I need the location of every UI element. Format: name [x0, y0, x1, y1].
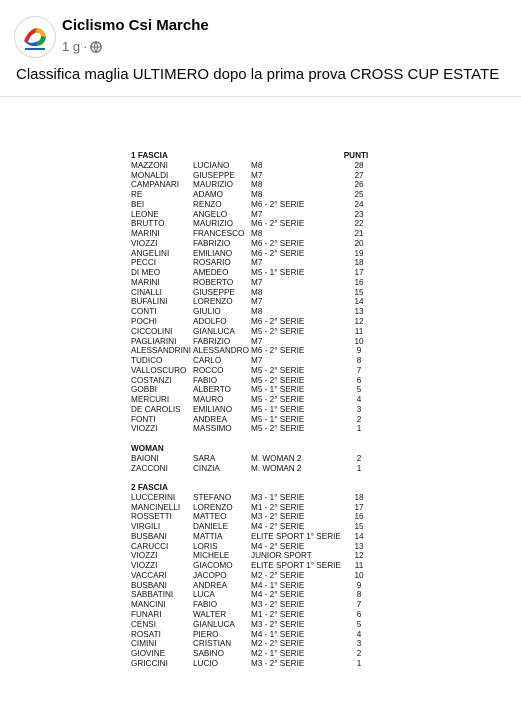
cell-category: M3 - 2° SERIE — [251, 619, 305, 629]
cell-category: M3 - 1° SERIE — [251, 492, 305, 502]
cell-points: 4 — [356, 629, 362, 639]
cell-points: 21 — [354, 229, 364, 239]
cell-category: M8 — [251, 190, 263, 200]
cell-points: 16 — [354, 512, 364, 522]
cell-first-name: LORENZO — [193, 502, 233, 512]
cell-first-name: FABRIZIO — [193, 336, 231, 346]
cell-category: M8 — [251, 180, 263, 190]
cell-points: 3 — [356, 404, 362, 414]
cell-category: M2 - 2° SERIE — [251, 570, 305, 580]
cell-points: 1 — [356, 463, 362, 473]
cell-surname: LUCCERINI — [131, 492, 176, 502]
cell-category: M7 — [251, 336, 263, 346]
cell-first-name: ROCCO — [193, 365, 224, 375]
section-title: 2 FASCIA — [131, 483, 168, 493]
cell-surname: VIOZZI — [131, 561, 158, 571]
cell-category: M5 - 1° SERIE — [251, 404, 305, 414]
cell-surname: ZACCONI — [131, 463, 168, 473]
cell-category: M5 - 2° SERIE — [251, 424, 305, 434]
cell-category: M8 — [251, 229, 263, 239]
post-caption: Classifica maglia ULTIMERO dopo la prima prova CROSS CUP ESTATE — [16, 66, 500, 83]
cell-first-name: MATTIA — [193, 531, 223, 541]
cell-surname: MANCINELLI — [131, 502, 181, 512]
cell-category: M6 - 2° SERIE — [251, 219, 305, 229]
cell-points: 18 — [354, 492, 364, 502]
cell-category: M7 — [251, 356, 263, 366]
cell-first-name: FRANCESCO — [193, 229, 245, 239]
cell-points: 26 — [354, 180, 364, 190]
cell-first-name: LORENZO — [193, 297, 233, 307]
cell-first-name: ROSARIO — [193, 258, 231, 268]
cell-category: M4 - 1° SERIE — [251, 580, 305, 590]
page-avatar[interactable] — [14, 16, 56, 58]
cell-points: 13 — [354, 307, 364, 317]
cell-category: M6 - 2° SERIE — [251, 346, 305, 356]
cell-first-name: MAURIZIO — [193, 180, 234, 190]
cell-points: 3 — [356, 639, 362, 649]
cell-first-name: FABRIZIO — [193, 238, 231, 248]
cell-category: M5 - 2° SERIE — [251, 326, 305, 336]
cell-category: M. WOMAN 2 — [251, 463, 302, 473]
cell-first-name: GIULIO — [193, 307, 221, 317]
cell-category: M8 — [251, 160, 263, 170]
cell-surname: GIOVINE — [131, 649, 166, 659]
cell-points: 2 — [356, 453, 362, 463]
cell-points: 7 — [356, 600, 362, 610]
ciclismo-csi-logo-icon — [15, 17, 55, 57]
cell-first-name: SARA — [193, 453, 216, 463]
cell-points: 23 — [354, 209, 364, 219]
cell-surname: BUFALINI — [131, 297, 168, 307]
cell-category: M4 - 2° SERIE — [251, 522, 305, 532]
cell-surname: BEI — [131, 199, 145, 209]
cell-surname: BAIONI — [131, 453, 159, 463]
cell-category: M1 - 2° SERIE — [251, 609, 305, 619]
cell-points: 16 — [354, 277, 364, 287]
cell-points: 22 — [354, 219, 364, 229]
cell-points: 1 — [356, 424, 362, 434]
cell-category: M1 - 2° SERIE — [251, 502, 305, 512]
cell-first-name: FABIO — [193, 375, 218, 385]
cell-category: M5 - 2° SERIE — [251, 375, 305, 385]
cell-points: 5 — [356, 385, 362, 395]
cell-surname: BRUTTO — [131, 219, 165, 229]
cell-first-name: SABINO — [193, 649, 224, 659]
points-header: PUNTI — [343, 151, 369, 160]
cell-surname: CICCOLINI — [131, 326, 173, 336]
cell-first-name: EMILIANO — [193, 248, 233, 258]
cell-first-name: LUCIO — [193, 658, 219, 668]
cell-points: 14 — [354, 531, 364, 541]
cell-surname: RE — [131, 190, 143, 200]
cell-points: 4 — [356, 395, 362, 405]
cell-surname: ROSATI — [131, 629, 161, 639]
cell-points: 24 — [354, 199, 364, 209]
cell-category: M2 - 1° SERIE — [251, 649, 305, 659]
cell-category: M6 - 2° SERIE — [251, 238, 305, 248]
cell-surname: ROSSETTI — [131, 512, 172, 522]
post-photo[interactable] — [0, 97, 521, 719]
cell-first-name: MAURIZIO — [193, 219, 234, 229]
cell-first-name: ALESSANDRO — [193, 346, 249, 356]
section-title: 1 FASCIA — [131, 151, 168, 160]
post-time-link[interactable]: 1 g — [62, 39, 81, 54]
cell-category: M5 - 1° SERIE — [251, 268, 305, 278]
cell-surname: SABBATINI — [131, 590, 174, 600]
cell-category: ELITE SPORT 1° SERIE — [251, 561, 341, 571]
cell-points: 8 — [356, 356, 362, 366]
cell-surname: FONTI — [131, 414, 156, 424]
cell-surname: MAZZONI — [131, 160, 168, 170]
cell-points: 10 — [354, 570, 364, 580]
cell-surname: CARUCCI — [131, 541, 169, 551]
cell-surname: MARINI — [131, 229, 160, 239]
cell-first-name: GIANLUCA — [193, 326, 235, 336]
cell-first-name: LUCIANO — [193, 160, 230, 170]
cell-surname: VIOZZI — [131, 551, 158, 561]
cell-category: M5 - 1° SERIE — [251, 414, 305, 424]
cell-first-name: ANGELO — [193, 209, 228, 219]
globe-icon[interactable] — [90, 41, 102, 53]
page-name-link[interactable]: Ciclismo Csi Marche — [62, 17, 209, 34]
cell-category: M3 - 2° SERIE — [251, 600, 305, 610]
cell-first-name: GIUSEPPE — [193, 170, 235, 180]
cell-points: 8 — [356, 590, 362, 600]
cell-category: M5 - 1° SERIE — [251, 385, 305, 395]
cell-category: M3 - 2° SERIE — [251, 658, 305, 668]
cell-points: 11 — [354, 561, 364, 571]
cell-surname: CIMINI — [131, 639, 157, 649]
cell-surname: MONALDI — [131, 170, 169, 180]
cell-surname: VIOZZI — [131, 424, 158, 434]
cell-surname: DE CAROLIS — [131, 404, 181, 414]
cell-first-name: MAURO — [193, 395, 224, 405]
cell-surname: PECCI — [131, 258, 157, 268]
cell-category: M7 — [251, 297, 263, 307]
cell-surname: CAMPANARI — [131, 180, 180, 190]
cell-first-name: EMILIANO — [193, 404, 233, 414]
cell-first-name: LUCA — [193, 590, 215, 600]
post-meta — [62, 39, 102, 54]
cell-surname: FUNARI — [131, 609, 162, 619]
cell-category: M2 - 2° SERIE — [251, 639, 305, 649]
cell-first-name: RENZO — [193, 199, 222, 209]
cell-surname: MANCINI — [131, 600, 166, 610]
cell-surname: MERCURI — [131, 395, 170, 405]
cell-points: 6 — [356, 375, 362, 385]
cell-surname: MARINI — [131, 277, 160, 287]
cell-points: 18 — [354, 258, 364, 268]
cell-points: 7 — [356, 365, 362, 375]
cell-surname: CENSI — [131, 619, 157, 629]
cell-category: M3 - 2° SERIE — [251, 512, 305, 522]
cell-surname: DI MEO — [131, 268, 161, 278]
cell-surname: GRICCINI — [131, 658, 168, 668]
cell-first-name: ANDREA — [193, 580, 228, 590]
meta-separator: · — [83, 39, 88, 54]
cell-surname: VIOZZI — [131, 238, 158, 248]
cell-points: 19 — [354, 248, 364, 258]
cell-first-name: MASSIMO — [193, 424, 232, 434]
cell-points: 28 — [354, 160, 364, 170]
cell-category: JUNIOR SPORT — [251, 551, 312, 561]
cell-first-name: LORIS — [193, 541, 218, 551]
cell-surname: CINALLI — [131, 287, 162, 297]
cell-first-name: ADAMO — [193, 190, 224, 200]
cell-surname: ALESSANDRINI — [131, 346, 192, 356]
cell-category: M5 - 2° SERIE — [251, 395, 305, 405]
cell-first-name: AMEDEO — [193, 268, 229, 278]
cell-points: 13 — [354, 541, 364, 551]
cell-points: 25 — [354, 190, 364, 200]
cell-first-name: FABIO — [193, 600, 218, 610]
cell-category: M6 - 2° SERIE — [251, 317, 305, 327]
cell-points: 15 — [354, 522, 364, 532]
cell-surname: BUSBANI — [131, 580, 167, 590]
cell-points: 2 — [356, 649, 362, 659]
cell-category: M8 — [251, 287, 263, 297]
cell-points: 9 — [356, 346, 362, 356]
cell-category: M4 - 2° SERIE — [251, 590, 305, 600]
cell-surname: POCHI — [131, 317, 157, 327]
cell-first-name: CINZIA — [193, 463, 220, 473]
cell-category: M6 - 2° SERIE — [251, 248, 305, 258]
section-title: WOMAN — [131, 443, 164, 453]
cell-surname: LEONE — [131, 209, 159, 219]
cell-surname: ANGELINI — [131, 248, 170, 258]
cell-category: M. WOMAN 2 — [251, 453, 302, 463]
cell-points: 17 — [354, 268, 364, 278]
cell-surname: BUSBANI — [131, 531, 167, 541]
cell-points: 6 — [356, 609, 362, 619]
cell-category: M5 - 2° SERIE — [251, 365, 305, 375]
cell-points: 14 — [354, 297, 364, 307]
cell-points: 12 — [354, 551, 364, 561]
cell-first-name: CRISTIAN — [193, 639, 232, 649]
cell-points: 9 — [356, 580, 362, 590]
cell-first-name: MICHELE — [193, 551, 230, 561]
cell-points: 20 — [354, 238, 364, 248]
cell-category: M7 — [251, 209, 263, 219]
cell-surname: CONTI — [131, 307, 157, 317]
cell-category: M6 - 2° SERIE — [251, 199, 305, 209]
cell-first-name: ALBERTO — [193, 385, 231, 395]
cell-first-name: DANIELE — [193, 522, 229, 532]
cell-first-name: CARLO — [193, 356, 222, 366]
cell-category: M7 — [251, 170, 263, 180]
cell-category: M4 - 2° SERIE — [251, 541, 305, 551]
cell-surname: GOBBI — [131, 385, 157, 395]
cell-points: 27 — [354, 170, 364, 180]
cell-surname: VALLOSCURO — [131, 365, 187, 375]
post-header — [0, 0, 521, 96]
cell-surname: PAGLIARINI — [131, 336, 177, 346]
cell-first-name: ROBERTO — [193, 277, 234, 287]
cell-first-name: STEFANO — [193, 492, 232, 502]
cell-surname: VACCARI — [131, 570, 167, 580]
cell-category: M7 — [251, 258, 263, 268]
cell-category: M7 — [251, 277, 263, 287]
cell-first-name: PIERO — [193, 629, 219, 639]
cell-first-name: MATTEO — [193, 512, 227, 522]
cell-points: 2 — [356, 414, 362, 424]
cell-surname: VIRGILI — [131, 522, 161, 532]
cell-category: ELITE SPORT 1° SERIE — [251, 531, 341, 541]
cell-surname: TUDICO — [131, 356, 163, 366]
cell-points: 10 — [354, 336, 364, 346]
cell-surname: COSTANZI — [131, 375, 172, 385]
cell-points: 11 — [354, 326, 364, 336]
cell-first-name: GIACOMO — [193, 561, 233, 571]
cell-points: 12 — [354, 317, 364, 327]
cell-first-name: ANDREA — [193, 414, 228, 424]
cell-points: 1 — [356, 658, 362, 668]
cell-first-name: WALTER — [193, 609, 227, 619]
cell-points: 15 — [354, 287, 364, 297]
cell-first-name: GIANLUCA — [193, 619, 235, 629]
cell-category: M4 - 1° SERIE — [251, 629, 305, 639]
cell-first-name: JACOPO — [193, 570, 227, 580]
cell-points: 17 — [354, 502, 364, 512]
cell-first-name: ADOLFO — [193, 317, 227, 327]
cell-points: 5 — [356, 619, 362, 629]
cell-category: M8 — [251, 307, 263, 317]
cell-first-name: GIUSEPPE — [193, 287, 235, 297]
